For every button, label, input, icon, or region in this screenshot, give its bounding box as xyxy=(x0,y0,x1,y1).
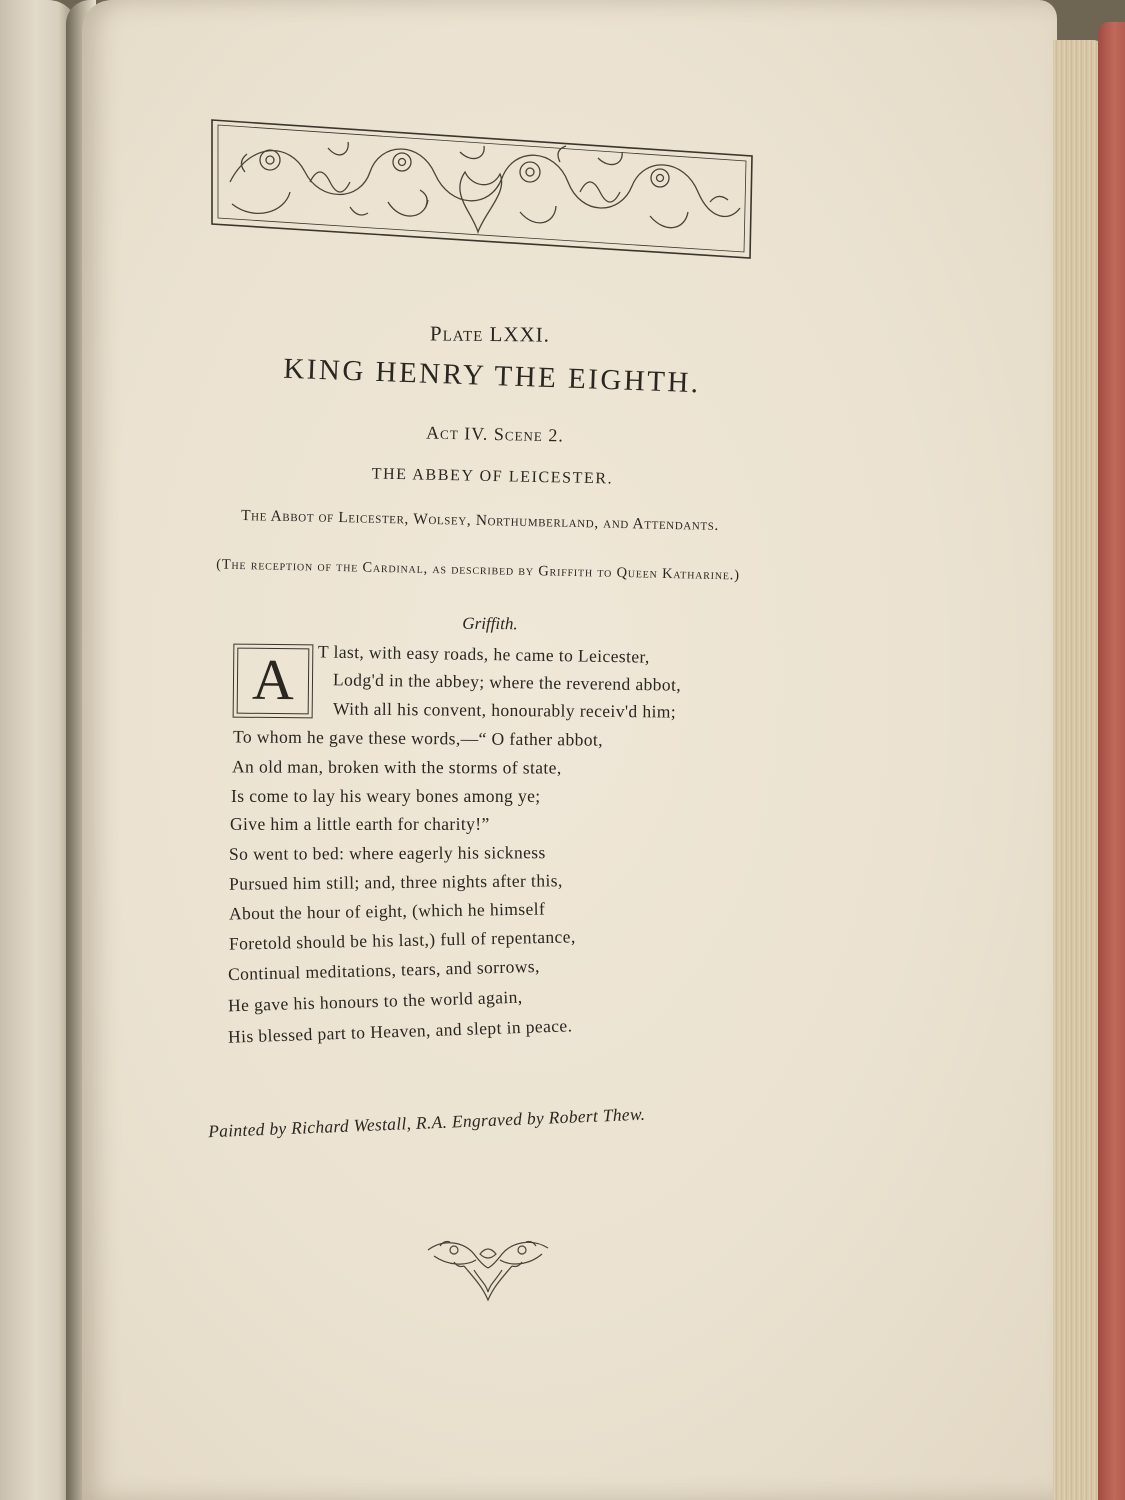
verse-line: Continual meditations, tears, and sorrows, xyxy=(227,955,541,985)
verse-line: Pursued him still; and, three nights after this, xyxy=(228,870,563,894)
characters-line: The Abbot of Leicester, Wolsey, Northumberland, and Attendants. xyxy=(240,506,720,535)
speaker-name: Griffith. xyxy=(462,613,518,634)
drop-cap-letter: A xyxy=(251,646,295,713)
verse-line: Lodg'd in the abbey; where the reverend abbot, xyxy=(332,669,682,695)
verse-line: With all his convent, honourably receiv'd him; xyxy=(332,698,677,722)
verse-line: T last, with easy roads, he came to Leicester, xyxy=(317,641,650,667)
play-title: KING HENRY THE EIGHTH. xyxy=(282,352,702,400)
scene-location: THE ABBEY OF LEICESTER. xyxy=(371,465,614,488)
headpiece-ornament xyxy=(210,112,755,262)
plate-number: Plate LXXI. xyxy=(429,321,551,347)
verse-line: About the hour of eight, (which he himself xyxy=(228,898,546,924)
engraving-credits: Painted by Richard Westall, R.A. Engraved by Robert Thew. xyxy=(207,1103,646,1142)
verse-line: An old man, broken with the storms of state, xyxy=(231,756,562,778)
drop-cap-initial xyxy=(233,644,314,719)
tailpiece-ornament xyxy=(424,1236,552,1302)
verse-line: So went to bed: where eagerly his sickness xyxy=(228,842,546,864)
verse-line: His blessed part to Heaven, and slept in peace. xyxy=(227,1015,573,1047)
act-scene: Act IV. Scene 2. xyxy=(425,422,565,446)
verse-line: Foretold should be his last,) full of repentance, xyxy=(228,926,576,954)
verse-line: To whom he gave these words,—“ O father abbot, xyxy=(232,726,604,750)
verse-line: Give him a little earth for charity!” xyxy=(230,814,490,834)
book-cover-edge xyxy=(1098,22,1125,1500)
verse-line: Is come to lay his weary bones among ye; xyxy=(231,786,541,806)
verse-line: He gave his honours to the world again, xyxy=(227,986,523,1016)
scene-description: (The reception of the Cardinal, as described by Griffith to Queen Katharine.) xyxy=(216,556,740,584)
